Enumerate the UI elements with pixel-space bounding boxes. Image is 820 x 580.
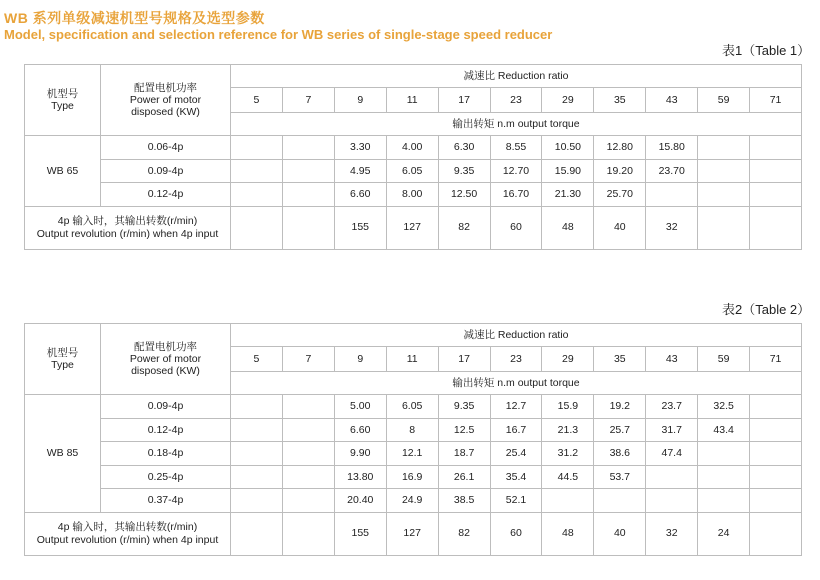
torque-cell bbox=[282, 489, 334, 513]
ratio-cell: 35 bbox=[594, 88, 646, 113]
revolution-cell: 32 bbox=[646, 512, 698, 555]
ratio-cell: 5 bbox=[231, 347, 283, 372]
table2 bbox=[24, 323, 802, 556]
torque-cell: 9.35 bbox=[438, 395, 490, 419]
torque-cell: 19.2 bbox=[594, 395, 646, 419]
power-header-cn: 配置电机功率 bbox=[134, 81, 197, 94]
revolution-cell bbox=[750, 206, 802, 249]
header-row bbox=[25, 65, 802, 88]
torque-cell: 16.7 bbox=[490, 418, 542, 442]
power-header-en1: Power of motor bbox=[129, 352, 202, 365]
ratio-cell: 9 bbox=[334, 88, 386, 113]
torque-cell bbox=[282, 183, 334, 207]
torque-cell bbox=[231, 489, 283, 513]
torque-cell bbox=[282, 418, 334, 442]
power-header bbox=[101, 65, 231, 136]
torque-cell: 3.30 bbox=[334, 136, 386, 160]
power-cell: 0.12-4p bbox=[101, 183, 231, 207]
torque-cell: 6.05 bbox=[386, 395, 438, 419]
torque-cell: 4.95 bbox=[334, 159, 386, 183]
power-cell: 0.18-4p bbox=[101, 442, 231, 466]
power-cell: 0.09-4p bbox=[101, 395, 231, 419]
torque-cell: 6.60 bbox=[334, 183, 386, 207]
ratio-cell: 23 bbox=[490, 347, 542, 372]
ratio-cell: 5 bbox=[231, 88, 283, 113]
torque-cell bbox=[594, 489, 646, 513]
output-torque-header: 输出转矩 n.m output torque bbox=[231, 372, 802, 395]
table-row bbox=[25, 489, 802, 513]
torque-cell bbox=[646, 465, 698, 489]
revolution-row bbox=[25, 206, 802, 249]
revolution-cell bbox=[231, 512, 283, 555]
torque-cell bbox=[231, 442, 283, 466]
ratio-cell: 59 bbox=[698, 88, 750, 113]
ratio-cell: 43 bbox=[646, 88, 698, 113]
page-title-chinese: WB 系列单级减速机型号规格及选型参数 bbox=[4, 10, 265, 26]
ratio-cell: 7 bbox=[282, 347, 334, 372]
torque-cell bbox=[750, 465, 802, 489]
torque-cell: 12.1 bbox=[386, 442, 438, 466]
model-cell: WB 85 bbox=[25, 395, 101, 513]
revolution-cell: 155 bbox=[334, 206, 386, 249]
torque-cell bbox=[231, 418, 283, 442]
page-title-english: Model, specification and selection reference for WB series of single-stage speed reducer bbox=[4, 27, 553, 42]
ratio-cell: 11 bbox=[386, 347, 438, 372]
model-header bbox=[25, 65, 101, 136]
ratio-cell: 59 bbox=[698, 347, 750, 372]
torque-cell bbox=[698, 489, 750, 513]
power-cell: 0.37-4p bbox=[101, 489, 231, 513]
revolution-cell: 40 bbox=[594, 206, 646, 249]
torque-cell bbox=[698, 183, 750, 207]
torque-cell bbox=[282, 136, 334, 160]
torque-cell: 47.4 bbox=[646, 442, 698, 466]
power-cell: 0.06-4p bbox=[101, 136, 231, 160]
torque-cell: 6.30 bbox=[438, 136, 490, 160]
torque-cell: 19.20 bbox=[594, 159, 646, 183]
torque-cell: 43.4 bbox=[698, 418, 750, 442]
revolution-cell: 48 bbox=[542, 512, 594, 555]
table1 bbox=[24, 64, 802, 250]
revolution-cell bbox=[231, 206, 283, 249]
torque-cell: 16.70 bbox=[490, 183, 542, 207]
ratio-cell: 71 bbox=[750, 88, 802, 113]
ratio-cell: 17 bbox=[438, 88, 490, 113]
ratio-cell: 43 bbox=[646, 347, 698, 372]
torque-cell: 8.55 bbox=[490, 136, 542, 160]
power-header-en2: disposed (KW) bbox=[131, 365, 200, 378]
revolution-cell: 40 bbox=[594, 512, 646, 555]
table-row bbox=[25, 136, 802, 160]
model-header-en: Type bbox=[51, 100, 74, 112]
model-header bbox=[25, 324, 101, 395]
power-header-en2: disposed (KW) bbox=[131, 106, 200, 119]
torque-cell: 25.7 bbox=[594, 418, 646, 442]
torque-cell: 12.80 bbox=[594, 136, 646, 160]
ratio-cell: 11 bbox=[386, 88, 438, 113]
revolution-cell: 32 bbox=[646, 206, 698, 249]
torque-cell: 24.9 bbox=[386, 489, 438, 513]
ratio-cell: 9 bbox=[334, 347, 386, 372]
torque-cell bbox=[231, 183, 283, 207]
torque-cell bbox=[542, 489, 594, 513]
torque-cell: 52.1 bbox=[490, 489, 542, 513]
torque-cell: 6.60 bbox=[334, 418, 386, 442]
reduction-ratio-header: 减速比 Reduction ratio bbox=[231, 65, 802, 88]
torque-cell: 18.7 bbox=[438, 442, 490, 466]
torque-cell bbox=[698, 442, 750, 466]
torque-cell: 21.30 bbox=[542, 183, 594, 207]
torque-cell bbox=[698, 465, 750, 489]
revolution-label-en: Output revolution (r/min) when 4p input bbox=[36, 227, 219, 240]
table-row bbox=[25, 159, 802, 183]
revolution-cell: 48 bbox=[542, 206, 594, 249]
ratio-cell: 71 bbox=[750, 347, 802, 372]
torque-cell bbox=[646, 183, 698, 207]
torque-cell: 12.5 bbox=[438, 418, 490, 442]
torque-cell: 8.00 bbox=[386, 183, 438, 207]
power-cell: 0.25-4p bbox=[101, 465, 231, 489]
torque-cell bbox=[231, 465, 283, 489]
table2-label: 表2（Table 2） bbox=[722, 302, 811, 317]
torque-cell: 31.7 bbox=[646, 418, 698, 442]
torque-cell: 4.00 bbox=[386, 136, 438, 160]
revolution-cell bbox=[698, 206, 750, 249]
ratio-cell: 35 bbox=[594, 347, 646, 372]
torque-cell: 9.90 bbox=[334, 442, 386, 466]
torque-cell bbox=[282, 159, 334, 183]
revolution-cell bbox=[282, 512, 334, 555]
torque-cell bbox=[750, 395, 802, 419]
revolution-label bbox=[25, 206, 231, 249]
torque-cell: 15.9 bbox=[542, 395, 594, 419]
torque-cell: 38.5 bbox=[438, 489, 490, 513]
torque-cell bbox=[231, 136, 283, 160]
power-header-cn: 配置电机功率 bbox=[134, 340, 197, 353]
torque-cell: 12.7 bbox=[490, 395, 542, 419]
torque-cell bbox=[750, 159, 802, 183]
torque-cell: 16.9 bbox=[386, 465, 438, 489]
revolution-cell: 127 bbox=[386, 206, 438, 249]
reduction-ratio-header: 减速比 Reduction ratio bbox=[231, 324, 802, 347]
torque-cell: 8 bbox=[386, 418, 438, 442]
torque-cell bbox=[231, 395, 283, 419]
revolution-row bbox=[25, 512, 802, 555]
torque-cell bbox=[282, 395, 334, 419]
ratio-cell: 29 bbox=[542, 88, 594, 113]
torque-cell: 15.80 bbox=[646, 136, 698, 160]
model-cell: WB 65 bbox=[25, 136, 101, 207]
torque-cell: 10.50 bbox=[542, 136, 594, 160]
output-torque-header: 输出转矩 n.m output torque bbox=[231, 113, 802, 136]
revolution-cell: 24 bbox=[698, 512, 750, 555]
revolution-label bbox=[25, 512, 231, 555]
torque-cell: 20.40 bbox=[334, 489, 386, 513]
revolution-label-cn: 4p 输入时，其输出转数(r/min) bbox=[57, 215, 198, 228]
torque-cell bbox=[231, 159, 283, 183]
torque-cell: 35.4 bbox=[490, 465, 542, 489]
revolution-cell: 82 bbox=[438, 206, 490, 249]
torque-cell: 53.7 bbox=[594, 465, 646, 489]
model-header-cn: 机型号 bbox=[46, 87, 79, 100]
revolution-label-en: Output revolution (r/min) when 4p input bbox=[36, 533, 219, 546]
torque-cell: 38.6 bbox=[594, 442, 646, 466]
torque-cell bbox=[646, 489, 698, 513]
torque-cell: 23.70 bbox=[646, 159, 698, 183]
torque-cell: 25.70 bbox=[594, 183, 646, 207]
torque-cell: 6.05 bbox=[386, 159, 438, 183]
table1-label: 表1（Table 1） bbox=[722, 43, 811, 58]
torque-cell: 15.90 bbox=[542, 159, 594, 183]
torque-cell: 23.7 bbox=[646, 395, 698, 419]
torque-cell: 25.4 bbox=[490, 442, 542, 466]
revolution-cell bbox=[282, 206, 334, 249]
torque-cell bbox=[698, 159, 750, 183]
ratio-cell: 7 bbox=[282, 88, 334, 113]
torque-cell bbox=[750, 442, 802, 466]
torque-cell: 9.35 bbox=[438, 159, 490, 183]
torque-cell: 44.5 bbox=[542, 465, 594, 489]
torque-cell bbox=[750, 489, 802, 513]
power-cell: 0.12-4p bbox=[101, 418, 231, 442]
ratio-cell: 29 bbox=[542, 347, 594, 372]
torque-cell bbox=[698, 136, 750, 160]
torque-cell bbox=[282, 465, 334, 489]
ratio-cell: 17 bbox=[438, 347, 490, 372]
table-row bbox=[25, 418, 802, 442]
torque-cell: 5.00 bbox=[334, 395, 386, 419]
table-row bbox=[25, 183, 802, 207]
torque-cell bbox=[750, 183, 802, 207]
revolution-cell: 60 bbox=[490, 206, 542, 249]
revolution-cell bbox=[750, 512, 802, 555]
model-header-cn: 机型号 bbox=[46, 346, 79, 359]
revolution-label-cn: 4p 输入时，其输出转数(r/min) bbox=[57, 521, 198, 534]
torque-cell: 12.50 bbox=[438, 183, 490, 207]
revolution-cell: 155 bbox=[334, 512, 386, 555]
torque-cell: 32.5 bbox=[698, 395, 750, 419]
torque-cell: 26.1 bbox=[438, 465, 490, 489]
model-header-en: Type bbox=[51, 359, 74, 371]
torque-cell bbox=[750, 136, 802, 160]
power-cell: 0.09-4p bbox=[101, 159, 231, 183]
revolution-cell: 82 bbox=[438, 512, 490, 555]
power-header-en1: Power of motor bbox=[129, 93, 202, 106]
torque-cell: 12.70 bbox=[490, 159, 542, 183]
torque-cell bbox=[282, 442, 334, 466]
torque-cell: 31.2 bbox=[542, 442, 594, 466]
revolution-cell: 60 bbox=[490, 512, 542, 555]
torque-cell: 13.80 bbox=[334, 465, 386, 489]
power-header bbox=[101, 324, 231, 395]
table-row bbox=[25, 465, 802, 489]
ratio-cell: 23 bbox=[490, 88, 542, 113]
torque-cell: 21.3 bbox=[542, 418, 594, 442]
torque-cell bbox=[750, 418, 802, 442]
revolution-cell: 127 bbox=[386, 512, 438, 555]
table-row bbox=[25, 442, 802, 466]
table-row bbox=[25, 395, 802, 419]
header-row bbox=[25, 324, 802, 347]
